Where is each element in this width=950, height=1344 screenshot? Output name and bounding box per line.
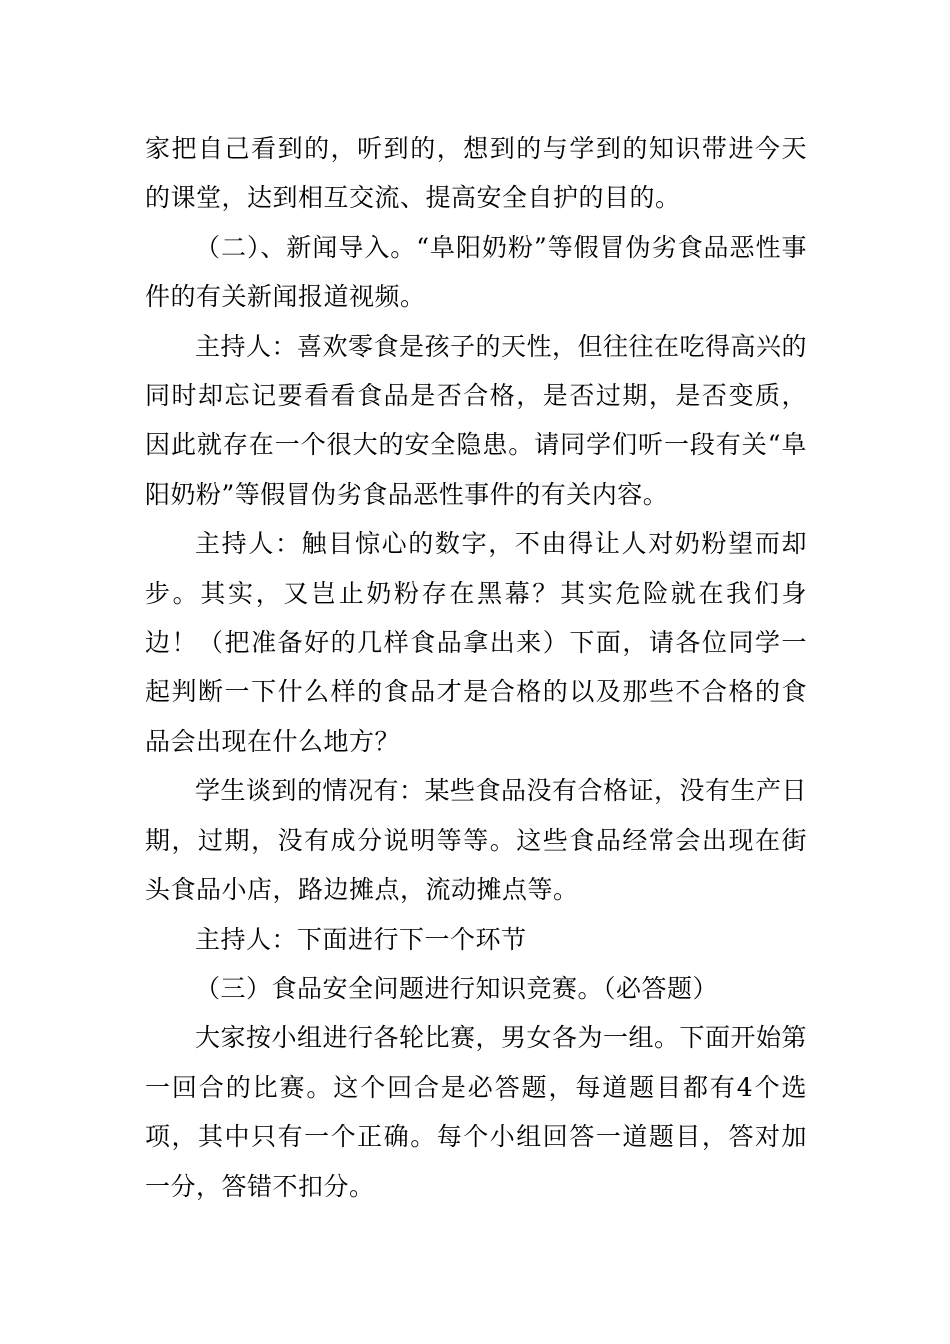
paragraph-quiz-rules: 大家按小组进行各轮比赛，男女各为一组。下面开始第一回合的比赛。这个回合是必答题，每道题目都有4个选项，其中只有一个正确。每个小组回答一道题目，答对加一分，答错不扣分。 <box>145 1023 808 1201</box>
paragraph-quiz-heading: （三）食品安全问题进行知识竞赛。（必答题） <box>195 973 719 1003</box>
paragraph-host-next-step: 主持人：下面进行下一个环节 <box>195 924 527 954</box>
document-body <box>145 124 807 1211</box>
paragraph-continuation: 家把自己看到的，听到的，想到的与学到的知识带进今天的课堂，达到相互交流、提高安全自护的目的。 <box>145 134 807 213</box>
paragraph-news-intro: （二）、新闻导入。“阜阳奶粉”等假冒伪劣食品恶性事件的有关新闻报道视频。 <box>145 232 807 312</box>
paragraph-student-findings: 学生谈到的情况有：某些食品没有合格证，没有生产日期，过期，没有成分说明等等。这些食品经常会出现在街头食品小店，路边摊点，流动摊点等。 <box>145 776 808 905</box>
paragraph-host-snacks: 主持人：喜欢零食是孩子的天性，但往往在吃得高兴的同时却忘记要看看食品是否合格，是否过期，是否变质，因此就存在一个很大的安全隐患。请同学们听一段有关“阜阳奶粉”等假冒伪劣食品恶性事件的有关内容。 <box>145 331 808 509</box>
paragraph-host-milk-powder: 主持人：触目惊心的数字，不由得让人对奶粉望而却步。其实，又岂止奶粉存在黑幕？其实危险就在我们身边！（把准备好的几样食品拿出来）下面，请各位同学一起判断一下什么样的食品才是合格的以及那些不合格的食品会出现在什么地方？ <box>145 529 807 756</box>
